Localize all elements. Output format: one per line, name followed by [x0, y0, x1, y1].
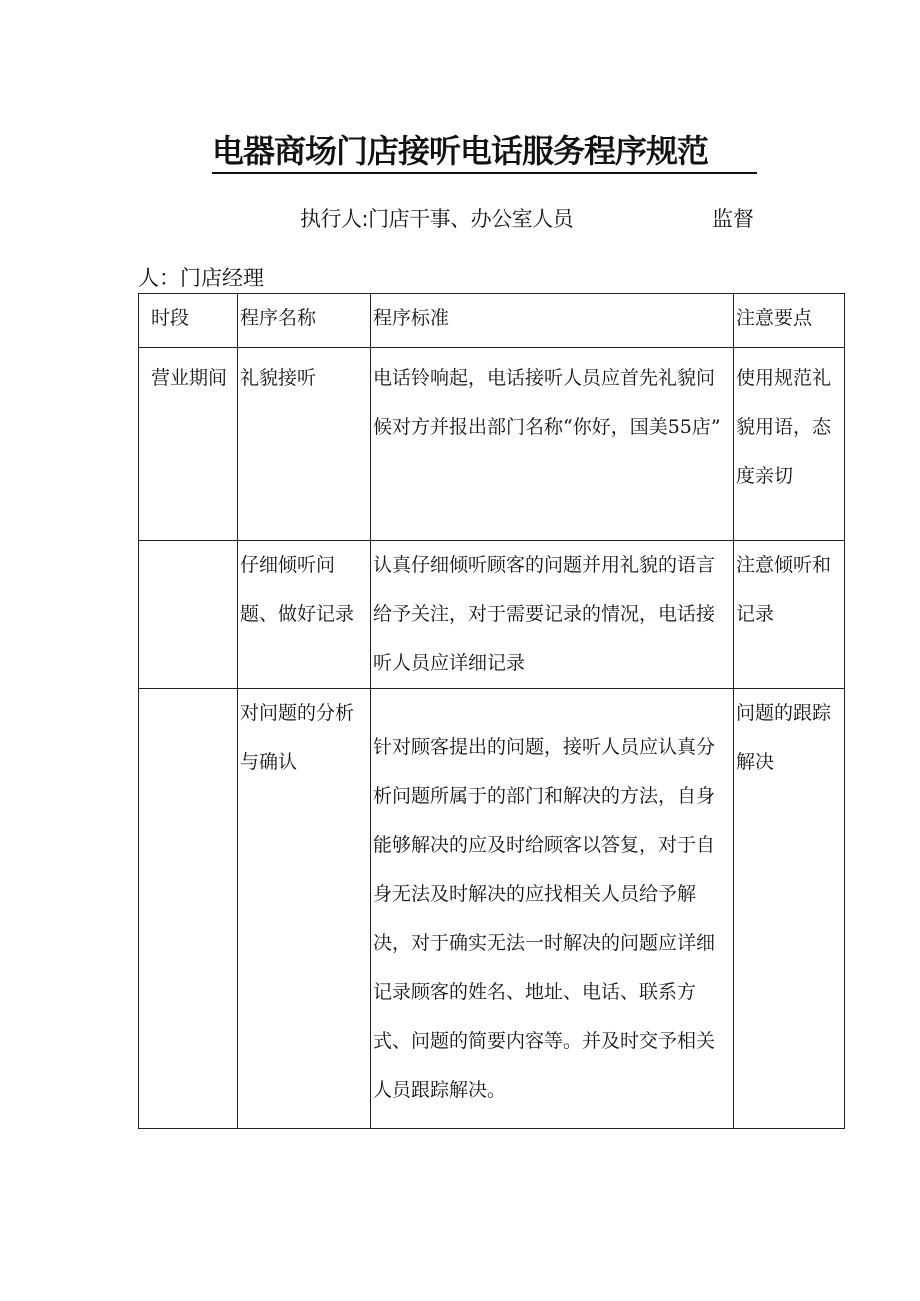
cell-notes: 注意倾听和记录	[734, 541, 845, 689]
cell-procedure-name: 仔细倾听问题、做好记录	[238, 541, 371, 689]
cell-period	[139, 541, 238, 689]
cell-period	[139, 689, 238, 1129]
table-row	[139, 541, 845, 689]
cell-procedure-standard: 针对顾客提出的问题，接听人员应认真分析问题所属于的部门和解决的方法，自身能够解决的应及时给顾客以答复，对于自身无法及时解决的应找相关人员给予解决，对于确实无法一时解决的问题应详细记录顾客的姓名、地址、电话、联系方式、问题的简要内容等。并及时交予相关人员跟踪解决。	[371, 689, 734, 1129]
procedure-table	[138, 293, 845, 1129]
supervisor-continued: 人：门店经理	[138, 266, 264, 290]
header-procedure-name: 程序名称	[238, 294, 371, 348]
cell-procedure-name: 对问题的分析与确认	[238, 689, 371, 1129]
table-row	[139, 689, 845, 1129]
header-period: 时段	[139, 294, 238, 348]
cell-notes: 问题的跟踪解决	[734, 689, 845, 1129]
cell-period: 营业期间	[139, 348, 238, 541]
header-notes: 注意要点	[734, 294, 845, 348]
cell-notes: 使用规范礼貌用语，态度亲切	[734, 348, 845, 541]
executor-line: 执行人:门店干事、办公室人员	[300, 207, 574, 231]
table-row	[139, 348, 845, 541]
cell-procedure-name: 礼貌接听	[238, 348, 371, 541]
cell-procedure-standard: 电话铃响起，电话接听人员应首先礼貌问候对方并报出部门名称“你好，国美55店”	[371, 348, 734, 541]
header-procedure-standard: 程序标准	[371, 294, 734, 348]
document-title: 电器商场门店接听电话服务程序规范	[212, 130, 757, 174]
cell-procedure-standard: 认真仔细倾听顾客的问题并用礼貌的语言给予关注，对于需要记录的情况，电话接听人员应详细记录	[371, 541, 734, 689]
table-header-row	[139, 294, 845, 348]
supervisor-label: 监督	[712, 207, 754, 231]
